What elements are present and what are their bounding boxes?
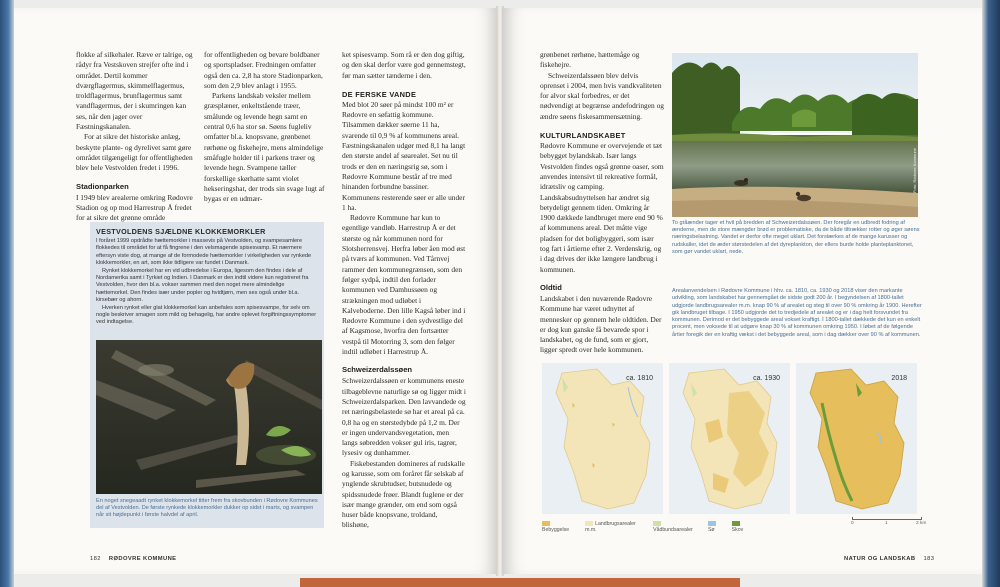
section-heading: Schweizerdalssøen [342,365,413,375]
photo-credit: Foto: Rødovre Kommune [912,148,917,193]
sidebar-box [90,222,324,528]
page-number: 182 [90,556,101,562]
section-heading: DE FERSKE VANDE [342,89,417,99]
scale-label: 2 km [916,521,927,526]
legend-item: Vådbundsarealer [653,521,700,533]
right-page [502,8,982,574]
left-column-3 [342,50,466,531]
book-cover-left-edge [0,0,14,587]
paragraph: For at sikre det historiske anlæg, beskytte plante- og dyrelivet samt gøre området tilgængeligt for offentligheden blev hele Vestvolden fredet i 1996. [76,132,193,173]
paragraph: Landskabet i den nuværende Rødovre Kommune har været udnyttet af mennesker op gennem hele oldtiden. Der er dog kun ganske få bevarede spor i landskabet, og de fund, som er gjort, ligger spredt over hele kommunen. [540,293,662,355]
book-cover-right-edge [982,0,1000,587]
legend-item: Skov [732,521,752,533]
legend-item: Bebyggelse [542,521,577,533]
map-caption: Arealanvendelsen i Rødovre Kommune i hhv. ca. 1810, ca. 1930 og 2018 viser den markante udvikling, som landskabet har gennemgået de sidste godt 200 år. I begyndelsen af 1800-tallet udgjorde landbrugsarealer m.m. knap 90 % af arealet og steg til over 90 % omkring år 1900. Herefter gik landbruget tilbage. I 1950 udgjorde det to tredjedele af arealet og er i dag helt forsvundet fra kommunen. Derimod er det bebyggede areal vokset kraftigt. I 1800-tallet dækkede det kun en enkelt procent, men voksede til at udgøre knap 30 % af kommunen omkring 1950. I løbet af de følgende årtier foregik der en kraftig vækst i det bebyggede areal, som i dag dækker over 90 % af kommunen. [672,288,922,338]
paragraph: I 1949 blev arealerne omkring Rødovre Stadion og op mod Harrestrup Å fredet for at sikre det grønne område [76,192,193,223]
paragraph: Schweizerdalssøen er kommunens eneste tilbageblevne naturlige sø og ligger midt i Schweizerdalsparken. Den lavvandede og ret næringsbelastede sø har et areal på ca. 0,8 ha og en størstedybde på 1,2 m. Der er ingen undervandsvegetation, men langs søbredden vokser gul iris, tagrør, lysesiv og dunhammer. [342,376,466,458]
map-year-label: ca. 1930 [753,375,780,382]
sidebar-box-text [96,238,318,327]
page-folio-left [90,556,176,562]
page-number: 183 [923,556,935,562]
paragraph: I foråret 1999 opdrådte hættemorkler i massevis på Vestvolden, og svampesamlere flokkedes til området for at få fingrene i den velsmagende spisesvamp. Et nærmere eftersyn viste dog, at mange af de formodede hættemorkler i virkeligheden var rynkede klokkemorkler, en art, som ikke tidligere var fundet i Danmark. [96,238,312,267]
paragraph: Parkens landskab veksler mellem græsplæner, enkeltstående træer, smålunde og levende hegn samt en central 0,6 ha stor sø. Søens fugleliv omfatter bl.a. knopsvane, grønbenet rørhøne og fiskehejre, mens almindelige småfugle holder til i parkens træer og levende hegn. Svampene tæller forskellige skørhatte samt violet hekseringshat, der trods sin svage lugt af bygas er en udmær- [204,91,325,204]
scale-label: 0 [851,521,854,526]
lake-photo-caption: To gråænder tager et hvil på bredden af Schweizerdalssøen. Der foregår en udbredt fodring af ænderne, men de store mængder brød er problematiske, da de både tiltrækker rotter og øger søens næringsbelastning. Vandet er derfor ofte meget uklart. Det forstærkes af de mange karusser og rudskaller, idet de æder størstedelen af det dyreplankton, der ellers burde holde planteplanktonet, som gør vandet uklart, nede. [672,220,920,255]
left-page [14,8,498,574]
book-cover-bottom-edge [300,578,740,587]
paragraph: grønbenet rørhøne, hættemåge og fiskehejre. [540,50,640,70]
map-legend [542,521,752,533]
paragraph: Hverken rynket eller glat klokkemorkel kan anbefales som spisesvampe, for selv om nogle beskriver smagen som mild og behagelig, har andre oplevet forgiftningssymptomer ved indtagelse. [96,304,317,326]
legend-item: Sø [708,521,724,533]
map-2018 [796,363,917,514]
paragraph: flokke af silkehaler. Ræve er talrige, og rådyr fra Vestskoven strejfer ofte ind i området. Dertil kommer dværgflagermus, skimmelflagermus, troldflagermus, brunflagermus samt vandflagermus, der i skumringen kan ses, når den jager over Fæstningskanalen. [76,50,193,132]
map-year-label: ca. 1810 [626,375,653,382]
paragraph: for offentligheden og bevare boldbaner og sportspladser. Fredningen omfatter også den ca. 2,8 ha store Stadionparken, som den 2,9 blev anlagt i 1955. [204,50,323,90]
running-title: RØDOVRE KOMMUNE [108,556,177,562]
paragraph: Rødovre Kommune har kun to egentlige vandløb. Harrestrup Å er det største og når kommunen nord for Slotsherrensvej. Herfra løber åen mod øst på tværs af kommunen. Ved Tårnvej rammer den kommunegrænsen, som den følger sydpå, indtil den forlader kommunen ved Damhussøen og strækningen mod udløbet i Kalveboderne. Den lille Kagså løber ind i Rødovre Kommune i den sydvestlige del af Kagsmose, hvorfra den fortsætter vestpå til Motorring 3, som den følger indtil udløbet i Harrestrup Å. [342,213,466,357]
page-folio-right [844,556,934,562]
sidebar-box-title: VESTVOLDENS SJÆLDNE KLOKKEMORKLER [96,227,266,236]
lake-photo [672,53,918,217]
section-heading: Oldtid [540,282,562,292]
running-title: NATUR OG LANDSKAB [844,556,916,562]
morel-mushroom-photo [96,340,322,494]
map-year-label: 2018 [891,375,907,382]
map-1930 [669,363,790,514]
paragraph: Med blot 20 søer på mindst 100 m² er Rødovre en søfattig kommune. Tilsammen dækker søerne 11 ha, svarende til 0,9 % af kommunens areal. Fæstningskanalen udgør med 8,1 ha langt den største andel af søarealet. Set nu til trods er den en næringsrig sø, som i Rødovre Kommune består af tre med hinanden forbundne bassiner. Kommunens resterende søer er alle under 1 ha. [342,99,466,212]
legend-item: Landbrugsarealer m.m. [585,521,636,533]
map-scale-bar [852,517,932,531]
map-1810 [542,363,663,514]
left-column-2 [204,50,328,204]
paragraph: ket spisesvamp. Som rå er den dog giftig, og den skal derfor være god gennemstegt, før man sætter tænderne i den. [342,50,466,80]
section-heading: Stadionparken [76,181,129,191]
paragraph: Schweizerdalssøen blev delvis oprenset i 2004, men hvis vandkvaliteten for alvor skal forbedres, er det nødvendigt at begrænse andefodringen og ændre søens fiskesammensætning. [540,70,664,121]
paragraph: Fiskebestanden domineres af rudskalle og karusse, som om foråret får selskab af ynglende skrubtudser, butsnudede og spidssnudede frøer. Blandt fuglene er der især mange grænder, om end som også huser både knopsvane, troldand, blishøne, [342,458,465,530]
paragraph: Rødovre Kommune er overvejende et tæt bebygget bylandskab. Især langs Vestvolden findes også grønne oaser, som anvendes intensivt til rekreative formål, idrætsliv og camping. Landskabsudnyttelsen har ændret sig betydeligt gennem tiden. Omkring år 1900 dækkede landbruget mere end 90 % af kommunens areal. Det måtte vige pladsen for det boligbyggeri, som især tog fart i årtierne efter 2. Verdenskrig, og i dag drives der ikke længere landbrug i kommunen. [540,141,664,274]
right-column-1 [540,50,664,356]
left-column-1 [76,50,198,223]
morel-photo-caption: En noget snegeaadt rynket klokkemorkel titter frem fra skovbunden i Rødovre Kommunes del af Vestvolden. De første rynkede klokkemorkler dukker op sidst i marts, og svampen når sit højdepunkt i første halvdel af april. [96,498,318,519]
scale-label: 1 [885,521,888,526]
section-heading: KULTURLANDSKABET [540,131,626,141]
paragraph: Rynket klokkemorkel har en vid udbredelse i Europa, ligesom den findes i dele af Nordamerika samt i Tyrkiet og Indien. I Danmark er den indtil videre kun registreret fra Vestvolden, hvor den bl.a. vokser sammen med den noget mere almindelige hættemorkel. Den findes især under popler og hvidtjørn, men ses også under bl.a. kirsebær og ahorn. [96,267,309,304]
